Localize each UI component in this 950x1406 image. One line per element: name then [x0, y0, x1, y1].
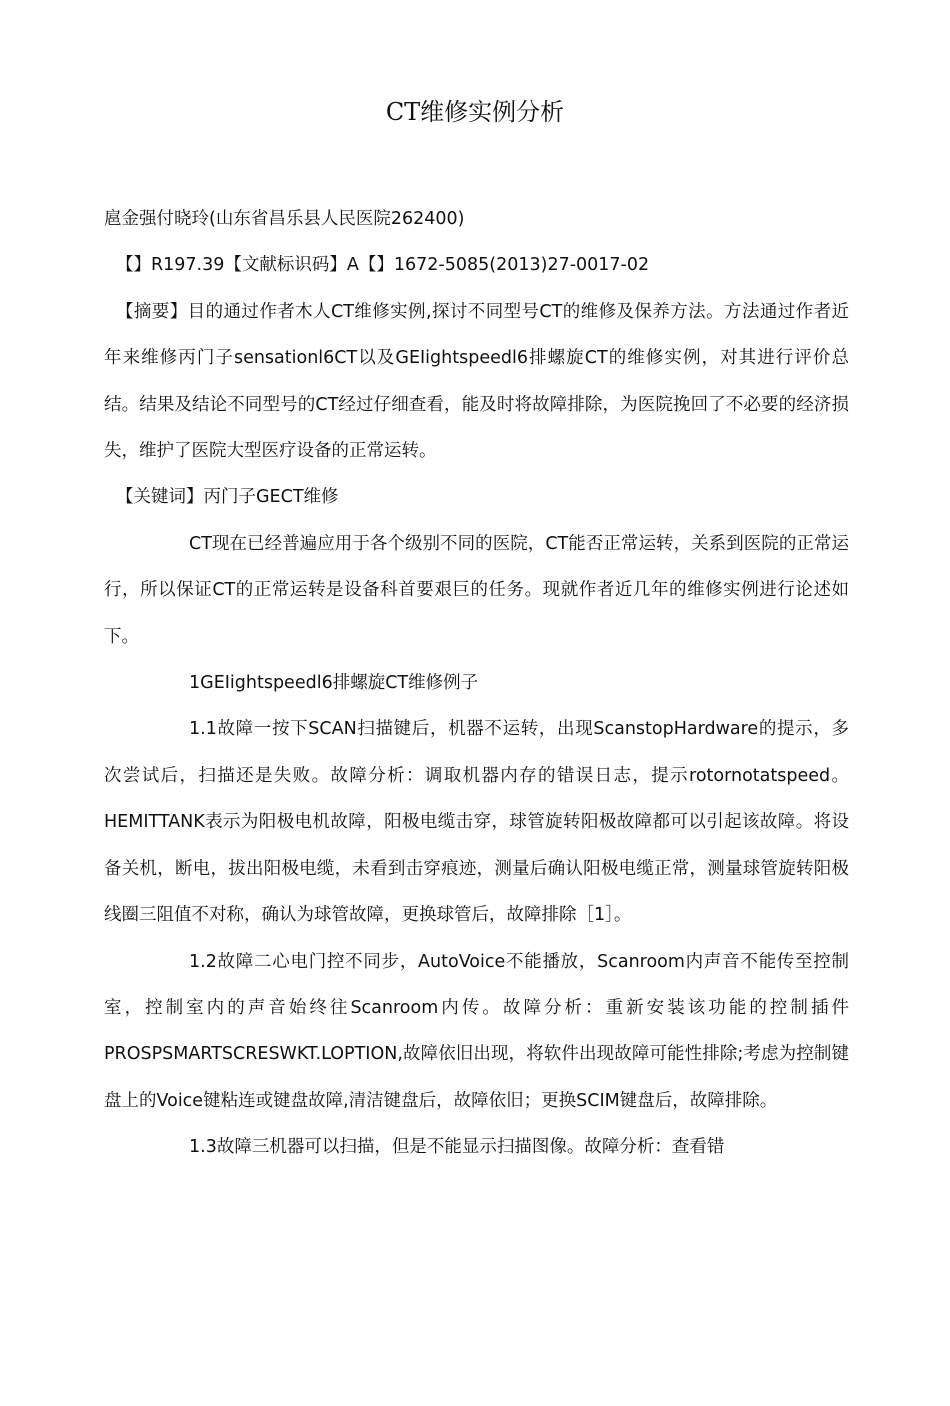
paragraph-1-3: 1.3故障三机器可以扫描，但是不能显示扫描图像。故障分析：查看错: [189, 1137, 725, 1158]
keywords-line: 【关键词】丙门子GECT维修: [116, 487, 339, 508]
paragraph-1-2: 1.2故障二心电门控不同步，AutoVoice不能播放，Scanroom内声音不能传至控制室，控制室内的声音始终往Scanroom内传。故障分析：重新安装该功能的控制插件PROSPSMARTSCRESWKT.LOPTION,故障依旧出现，将软件出现故障可能性排除;考虑为控制键盘上的Voice键粘连或键盘故障,清洁键盘后，故障依旧；更换SCIM键盘后，故障排除。: [104, 951, 849, 1111]
abstract-paragraph: 【摘要】目的通过作者木人CT维修实例,探讨不同型号CT的维修及保养方法。方法通过作者近年来维修丙门子sensationl6CT以及GEIightspeedl6排螺旋CT的维修实例，对其进行评价总结。结果及结论不同型号的CT经过仔细查看，能及时将故障排除，为医院挽回了不必要的经济损失，维护了医院大型医疗设备的正常运转。: [104, 301, 849, 462]
author-line: 扈金强付晓玲(山东省昌乐县人民医院262400): [104, 209, 465, 229]
section-heading: 1GEIightspeedl6排螺旋CT维修例子: [189, 673, 479, 694]
page-title: CT维修实例分析: [385, 98, 565, 126]
paragraph-1-1: 1.1故障一按下SCAN扫描键后，机器不运转，出现ScanstopHardware的提示，多次尝试后，扫描还是失败。故障分析：调取机器内存的错误日志，提示rotornotatspeed。HEMITTANK表示为阳极电机故障，阳极电缆击穿，球管旋转阳极故障都可以引起该故障。将设备关机，断电，拔出阳极电缆，未看到击穿痕迹，测量后确认阳极电缆正常，测量球管旋转阳极线圈三阻值不对称，确认为球管故障，更换球管后，故障排除［1］。: [104, 719, 849, 926]
intro-paragraph: CT现在已经普遍应用于各个级别不同的医院，CT能否正常运转，关系到医院的正常运行，所以保证CT的正常运转是设备科首要艰巨的任务。现就作者近几年的维修实例进行论述如下。: [104, 533, 849, 647]
classification-line: 【】R197.39【文献标识码】A【】1672-5085(2013)27-0017-02: [116, 255, 650, 276]
article-body: [104, 196, 849, 1171]
